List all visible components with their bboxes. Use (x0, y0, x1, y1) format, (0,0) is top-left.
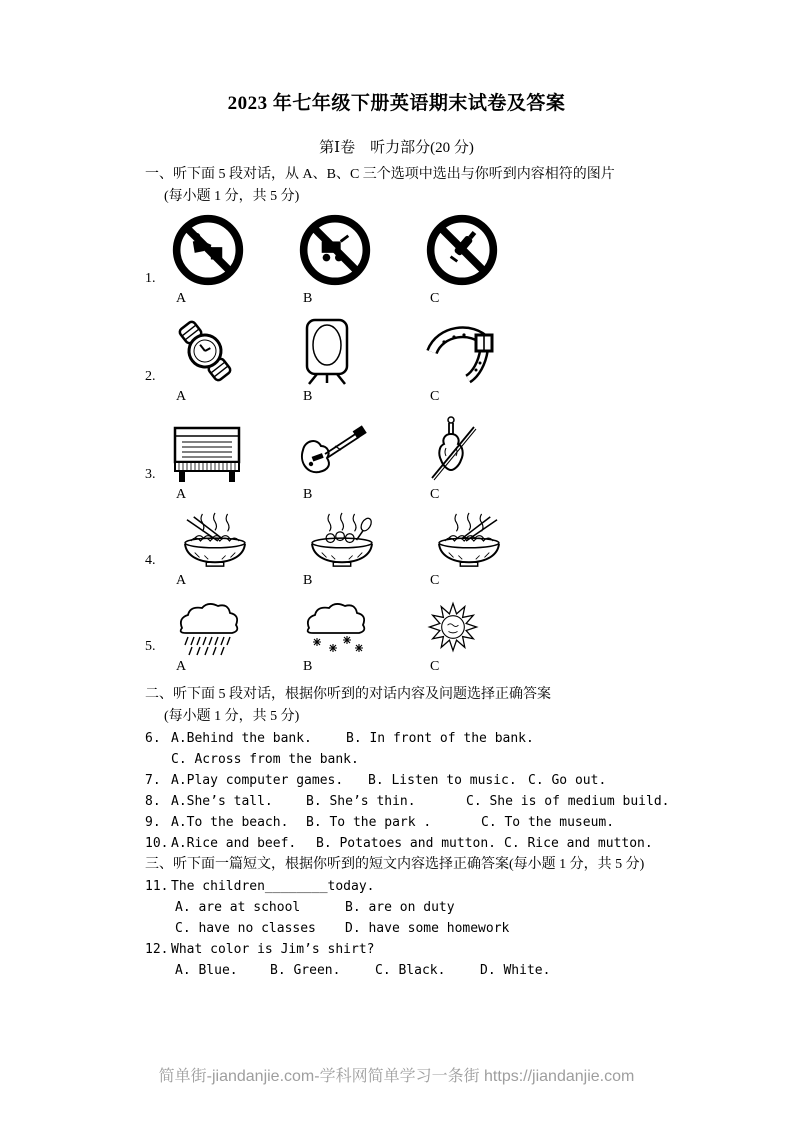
option-image-c (424, 598, 551, 656)
prohibition-sign-icon (170, 212, 246, 288)
question-number: 9. (145, 815, 161, 830)
option-letter-b: B (303, 659, 313, 674)
option-letter-b: B (303, 487, 313, 502)
piano-icon (170, 420, 245, 484)
option-c: C. She is of medium build. (466, 794, 670, 809)
electric-guitar-icon (297, 424, 367, 484)
question-12 (145, 939, 713, 960)
option-b: B. Listen to music. (368, 773, 517, 788)
violin-icon (424, 414, 479, 484)
option-image-b (297, 424, 424, 484)
question-6-continued (145, 749, 713, 770)
picture-question-5 (145, 598, 713, 675)
option-c: C. To the museum. (481, 815, 615, 830)
question-8 (145, 791, 713, 812)
option-image-b (297, 316, 424, 386)
option-image-a (170, 598, 297, 656)
option-image-a (170, 316, 297, 386)
question-number: 11. (145, 879, 169, 894)
option-letter-a: A (176, 659, 187, 674)
option-image-a (170, 212, 297, 288)
option-letter-c: C (430, 573, 440, 588)
noodle-bowl-icon (170, 512, 260, 570)
option-a: A.She’s tall. (171, 794, 273, 809)
picture-question-1 (145, 212, 713, 307)
mirror-icon (297, 316, 357, 386)
option-image-c (424, 212, 551, 288)
option-c: C. Rice and mutton. (504, 836, 653, 851)
part2-instruction: 二、听下面 5 段对话，根据你听到的对话内容及问题选择正确答案 (145, 687, 551, 702)
prohibition-sign-icon (297, 212, 373, 288)
option-letters (145, 573, 713, 589)
option-a: A.To the beach. (171, 815, 289, 830)
site-watermark: 简单街-jiandanjie.com-学科网简单学习一条街 https://jiandanjie.com (158, 1068, 635, 1085)
option-a: A.Play computer games. (171, 773, 344, 788)
sun-icon (424, 598, 482, 656)
option-letters (145, 487, 713, 503)
option-letter-a: A (176, 573, 187, 588)
option-a: A.Behind the bank. (171, 731, 312, 746)
option-c: C. Black. (375, 963, 446, 978)
question-number: 10. (145, 836, 169, 851)
option-image-c (424, 512, 551, 570)
option-letter-a: A (176, 389, 187, 404)
picture-question-4 (145, 512, 713, 589)
option-b: B. Potatoes and mutton. (316, 836, 497, 851)
option-image-c (424, 316, 551, 386)
question-number: 8. (145, 794, 161, 809)
option-d: D. White. (480, 963, 551, 978)
question-number: 12. (145, 942, 169, 957)
option-letter-c: C (430, 291, 440, 306)
option-b: B. In front of the bank. (346, 731, 534, 746)
picture-question-2 (145, 316, 713, 405)
option-letters (145, 291, 713, 307)
part1-score-note: (每小题 1 分，共 5 分) (164, 189, 300, 204)
snow-cloud-icon (297, 598, 375, 656)
question-7 (145, 770, 713, 791)
option-c: C. Across from the bank. (171, 752, 359, 767)
option-b: B. She’s thin. (306, 794, 416, 809)
option-image-c (424, 414, 551, 484)
prohibition-sign-icon (424, 212, 500, 288)
option-c: C. have no classes (175, 921, 316, 936)
question-11-options (145, 918, 713, 939)
option-letter-c: C (430, 389, 440, 404)
question-11 (145, 876, 713, 897)
option-letters (145, 389, 713, 405)
option-a: A.Rice and beef. (171, 836, 297, 851)
question-10 (145, 833, 713, 854)
question-6 (145, 728, 713, 749)
picture-question-3 (145, 414, 713, 503)
question-stem: The children________today. (171, 879, 375, 894)
question-number: 4. (145, 553, 156, 568)
question-number: 5. (145, 639, 156, 654)
option-letter-c: C (430, 659, 440, 674)
belt-icon (424, 316, 499, 386)
part2-score-note: (每小题 1 分，共 5 分) (164, 709, 300, 724)
question-number: 3. (145, 467, 156, 482)
option-letter-a: A (176, 487, 187, 502)
part3-instruction: 三、听下面一篇短文，根据你听到的短文内容选择正确答案(每小题 1 分，共 5 分) (145, 857, 645, 872)
option-image-b (297, 212, 424, 288)
option-letter-b: B (303, 291, 313, 306)
section-header: 第Ⅰ卷 听力部分(20 分) (319, 140, 474, 156)
question-number: 1. (145, 271, 156, 286)
option-letters (145, 659, 713, 675)
page-title: 2023 年七年级下册英语期末试卷及答案 (227, 93, 566, 114)
rain-cloud-icon (170, 598, 248, 656)
part1-instruction: 一、听下面 5 段对话，从 A、B、C 三个选项中选出与你听到内容相符的图片 (145, 167, 615, 182)
option-a: A. Blue. (175, 963, 238, 978)
option-image-b (297, 512, 424, 570)
option-c: C. Go out. (528, 773, 607, 788)
wristwatch-icon (170, 316, 240, 386)
question-number: 7. (145, 773, 161, 788)
option-letter-b: B (303, 573, 313, 588)
question-9 (145, 812, 713, 833)
dumpling-bowl-icon (297, 512, 387, 570)
option-d: D. have some homework (345, 921, 510, 936)
question-number: 6. (145, 731, 161, 746)
option-b: B. To the park . (306, 815, 432, 830)
option-letter-c: C (430, 487, 440, 502)
option-image-a (170, 420, 297, 484)
option-letter-a: A (176, 291, 187, 306)
option-a: A. are at school (175, 900, 301, 915)
question-number: 2. (145, 369, 156, 384)
question-stem: What color is Jim’s shirt? (171, 942, 375, 957)
option-b: B. Green. (270, 963, 341, 978)
exam-content (0, 164, 793, 981)
question-12-options (145, 960, 713, 981)
option-image-b (297, 598, 424, 656)
option-b: B. are on duty (345, 900, 455, 915)
question-11-options (145, 897, 713, 918)
noodle-bowl-icon (424, 512, 514, 570)
option-image-a (170, 512, 297, 570)
option-letter-b: B (303, 389, 313, 404)
